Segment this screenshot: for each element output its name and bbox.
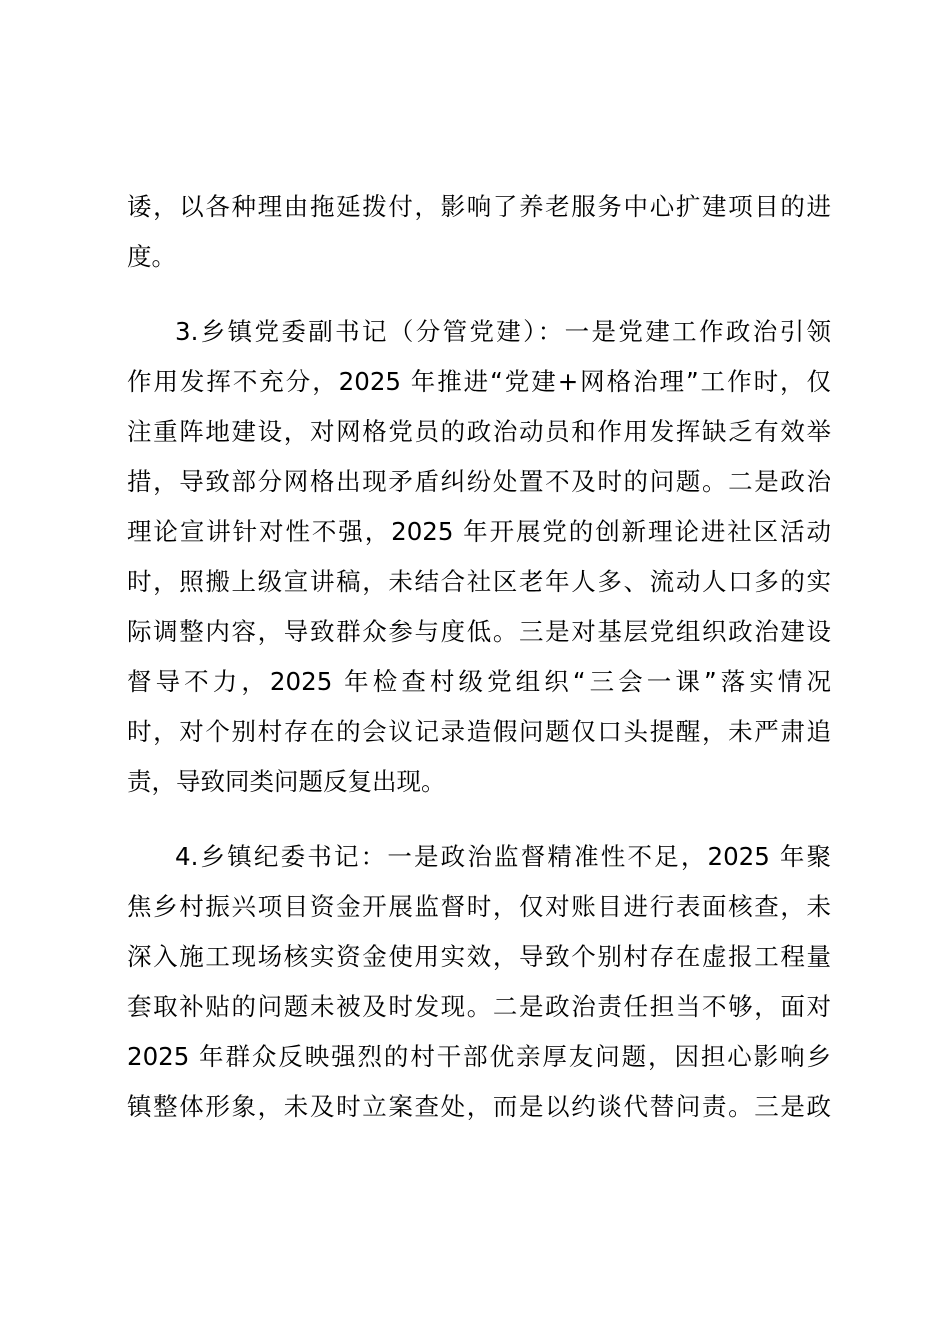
text-line: 诿，以各种理由拖延拨付，影响了养老服务中心扩建项目的进 <box>127 192 831 221</box>
paragraph-spacing <box>127 282 831 307</box>
text-line: 理论宣讲针对性不强，2025 年开展党的创新理论进社区活动 <box>127 517 831 546</box>
text-line: 镇整体形象，未及时立案查处，而是以约谈代替问责。三是政 <box>127 1092 831 1121</box>
text-line: 深入施工现场核实资金使用实效，导致个别村存在虚报工程量 <box>127 942 831 971</box>
text-line: 焦乡村振兴项目资金开展监督时，仅对账目进行表面核查，未 <box>127 892 831 921</box>
text-line: 责，导致同类问题反复出现。 <box>127 767 446 796</box>
text-line: 套取补贴的问题未被及时发现。二是政治责任担当不够，面对 <box>127 992 831 1021</box>
text-line: 度。 <box>127 242 176 271</box>
text-line: 时，对个别村存在的会议记录造假问题仅口头提醒，未严肃追 <box>127 717 831 746</box>
document-page <box>127 182 831 1132</box>
text-line-first: 3.乡镇党委副书记（分管党建）：一是党建工作政治引领 <box>175 317 831 346</box>
text-line: 作用发挥不充分，2025 年推进“党建+网格治理”工作时，仅 <box>127 367 831 396</box>
text-line: 注重阵地建设，对网格党员的政治动员和作用发挥缺乏有效举 <box>127 417 831 446</box>
paragraph-continuation <box>127 182 831 282</box>
paragraph-item-4 <box>127 832 831 1132</box>
text-line: 措，导致部分网格出现矛盾纠纷处置不及时的问题。二是政治 <box>127 467 831 496</box>
paragraph-item-3 <box>127 307 831 807</box>
paragraph-spacing <box>127 807 831 832</box>
text-line: 督导不力，2025 年检查村级党组织“三会一课”落实情况 <box>127 667 831 696</box>
text-line: 时，照搬上级宣讲稿，未结合社区老年人多、流动人口多的实 <box>127 567 831 596</box>
text-line: 2025 年群众反映强烈的村干部优亲厚友问题，因担心影响乡 <box>127 1042 831 1071</box>
text-line: 际调整内容，导致群众参与度低。三是对基层党组织政治建设 <box>127 617 831 646</box>
text-line-first: 4.乡镇纪委书记：一是政治监督精准性不足，2025 年聚 <box>175 842 831 871</box>
